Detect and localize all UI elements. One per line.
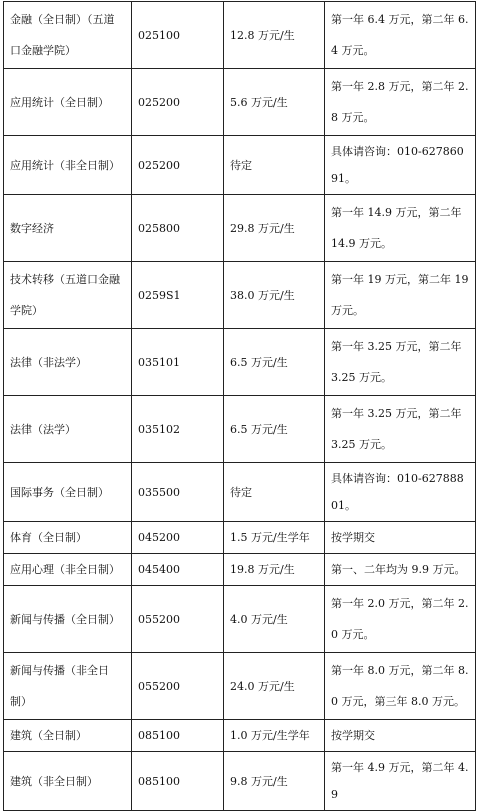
program-fee: 6.5 万元/生 [224,396,325,463]
program-name: 建筑（非全日制） [4,752,132,811]
table-row [4,396,476,463]
program-name: 应用统计（全日制） [4,69,132,136]
program-fee: 38.0 万元/生 [224,262,325,329]
program-fee: 9.8 万元/生 [224,752,325,811]
program-code: 025200 [132,136,224,195]
program-fee: 1.0 万元/生学年 [224,720,325,752]
program-code: 085100 [132,720,224,752]
table-row [4,136,476,195]
program-note: 具体请咨询：010-62788801。 [325,463,476,522]
program-name: 应用统计（非全日制） [4,136,132,195]
program-fee: 24.0 万元/生 [224,653,325,720]
program-fee: 19.8 万元/生 [224,554,325,586]
program-name: 金融（全日制）（五道口金融学院） [4,2,132,69]
program-note: 第一年 19 万元，第二年 19 万元。 [325,262,476,329]
program-note: 第一、二年均为 9.9 万元。 [325,554,476,586]
program-note: 第一年 6.4 万元，第二年 6.4 万元。 [325,2,476,69]
table-row [4,752,476,811]
program-fee: 1.5 万元/生学年 [224,522,325,554]
program-code: 025800 [132,195,224,262]
table-row [4,329,476,396]
program-code: 045200 [132,522,224,554]
program-note: 按学期交 [325,522,476,554]
program-name: 技术转移（五道口金融学院） [4,262,132,329]
program-note: 第一年 8.0 万元，第二年 8.0 万元，第三年 8.0 万元。 [325,653,476,720]
program-name: 新闻与传播（非全日制） [4,653,132,720]
program-note: 第一年 2.8 万元，第二年 2.8 万元。 [325,69,476,136]
program-name: 应用心理（非全日制） [4,554,132,586]
program-code: 055200 [132,653,224,720]
program-note: 具体请咨询：010-62786091。 [325,136,476,195]
table-row [4,653,476,720]
program-code: 085100 [132,752,224,811]
program-code: 035101 [132,329,224,396]
program-code: 035500 [132,463,224,522]
program-name: 建筑（全日制） [4,720,132,752]
program-name: 新闻与传播（全日制） [4,586,132,653]
program-fee: 12.8 万元/生 [224,2,325,69]
program-note: 第一年 14.9 万元，第二年 14.9 万元。 [325,195,476,262]
program-code: 025100 [132,2,224,69]
program-fee: 待定 [224,136,325,195]
program-code: 035102 [132,396,224,463]
table-row [4,195,476,262]
program-fee: 5.6 万元/生 [224,69,325,136]
program-note: 第一年 3.25 万元，第二年 3.25 万元。 [325,329,476,396]
table-row [4,554,476,586]
program-code: 0259S1 [132,262,224,329]
program-name: 国际事务（全日制） [4,463,132,522]
program-note: 第一年 2.0 万元，第二年 2.0 万元。 [325,586,476,653]
program-name: 体育（全日制） [4,522,132,554]
table-row [4,69,476,136]
program-fee: 29.8 万元/生 [224,195,325,262]
program-fee: 6.5 万元/生 [224,329,325,396]
program-note: 第一年 4.9 万元，第二年 4.9 [325,752,476,811]
program-code: 055200 [132,586,224,653]
program-name: 法律（法学） [4,396,132,463]
program-fee: 待定 [224,463,325,522]
table-row [4,2,476,69]
program-note: 第一年 3.25 万元，第二年 3.25 万元。 [325,396,476,463]
table-row [4,586,476,653]
program-name: 法律（非法学） [4,329,132,396]
table-row [4,522,476,554]
table-row [4,262,476,329]
program-name: 数字经济 [4,195,132,262]
program-code: 025200 [132,69,224,136]
table-row [4,720,476,752]
program-note: 按学期交 [325,720,476,752]
program-fee: 4.0 万元/生 [224,586,325,653]
program-code: 045400 [132,554,224,586]
tuition-table [3,1,476,811]
table-row [4,463,476,522]
